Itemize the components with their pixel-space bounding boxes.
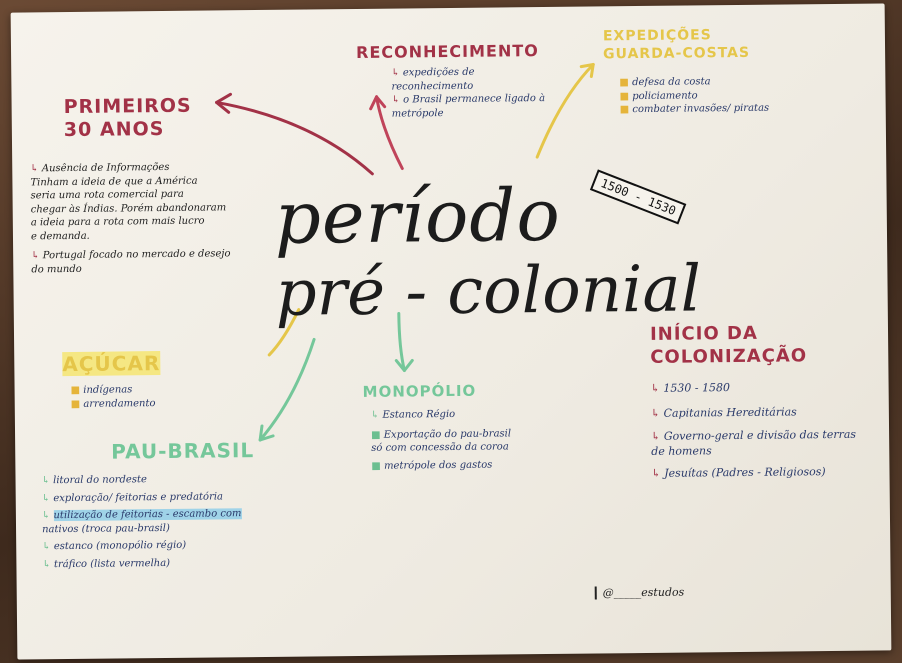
expedicoes-item: ■ policiamento	[619, 89, 698, 102]
reconhecimento-item: ↳ expedições de reconhecimento	[391, 66, 475, 93]
primeiros-item: do mundo	[31, 263, 82, 275]
primeiros-item: chegar às Índias. Porém abandonaram	[30, 201, 227, 215]
primeiros-heading	[64, 95, 193, 142]
central-title-line1: período	[274, 172, 562, 260]
reconhecimento-item: ↳ o Brasil permanece ligado à metrópole	[391, 93, 546, 120]
primeiros-text-block	[30, 160, 281, 277]
acucar-item: ■ arrendamento	[70, 397, 156, 410]
primeiros-item: ↳ Portugal focado no mercado e desejo	[31, 248, 231, 262]
reconhecimento-heading: RECONHECIMENTO	[355, 41, 539, 62]
inicio-text-block	[651, 380, 872, 483]
inicio-item: ↳ Jesuítas (Padres - Religiosos)	[651, 465, 826, 481]
monopolio-item: só com concessão da coroa	[371, 441, 509, 454]
pau-brasil-item: ↳ estanco (monopólio régio)	[42, 539, 187, 553]
primeiros-item: seria uma rota comercial para	[30, 188, 184, 202]
monopolio-item: ↳ Estanco Régio	[370, 408, 456, 421]
monopolio-item: ■ metrópole dos gastos	[371, 459, 493, 472]
primeiros-item: e demanda.	[30, 230, 90, 242]
primeiros-item: ↳ Ausência de Informações	[30, 161, 170, 175]
inicio-item: ↳ Capitanias Hereditárias	[650, 405, 797, 420]
acucar-heading: AÇÚCAR	[62, 351, 161, 377]
pau-brasil-item: nativos (troca pau-brasil)	[41, 522, 170, 535]
acucar-item: ■ indígenas	[70, 384, 133, 396]
mind-map-paper	[11, 3, 892, 659]
pau-brasil-item: ↳ exploração/ feitorias e predatória	[41, 490, 224, 504]
expedicoes-heading-line2: GUARDA-COSTAS	[603, 44, 751, 62]
primeiros-heading-line2: 30 ANOS	[63, 117, 165, 141]
expedicoes-item: ■ combater invasões/ piratas	[619, 102, 770, 116]
arrow-to-pau-brasil	[259, 339, 315, 440]
primeiros-heading-line1: PRIMEIROS	[63, 94, 192, 119]
monopolio-text-block	[371, 407, 572, 473]
inicio-item: ↳ 1530 - 1580	[650, 381, 731, 395]
monopolio-heading: MONOPÓLIO	[362, 381, 477, 401]
monopolio-item: ■ Exportação do pau-brasil	[371, 427, 512, 441]
acucar-text-block	[71, 382, 231, 411]
expedicoes-heading-line1: EXPEDIÇÕES	[602, 27, 712, 45]
reconhecimento-text-block	[391, 65, 552, 121]
expedicoes-item: ■ defesa da costa	[619, 76, 711, 89]
date-range-box: 1500 - 1530	[590, 169, 687, 224]
pau-brasil-item: ↳ tráfico (lista vermelha)	[42, 557, 171, 570]
pau-brasil-text-block	[41, 471, 332, 571]
expedicoes-heading	[603, 27, 750, 64]
inicio-heading-line2: COLONIZAÇÃO	[650, 344, 808, 368]
author-signature: @_____estudos	[595, 586, 685, 600]
expedicoes-text-block	[619, 74, 859, 117]
pau-brasil-item: ↳ utilização de feitorias - escambo com	[41, 508, 242, 522]
primeiros-item: a ideia para a rota com mais lucro	[30, 215, 205, 229]
inicio-item: ↳ Governo-geral e divisão das terras de homens	[651, 427, 857, 458]
pau-brasil-item: ↳ litoral do nordeste	[41, 474, 147, 487]
central-title-line2: pré - colonial	[275, 252, 702, 331]
primeiros-item: Tinham a ideia de que a América	[30, 175, 198, 188]
inicio-heading	[650, 322, 807, 369]
pau-brasil-heading: PAU-BRASIL	[111, 438, 255, 464]
inicio-heading-line1: INÍCIO DA	[649, 322, 758, 345]
